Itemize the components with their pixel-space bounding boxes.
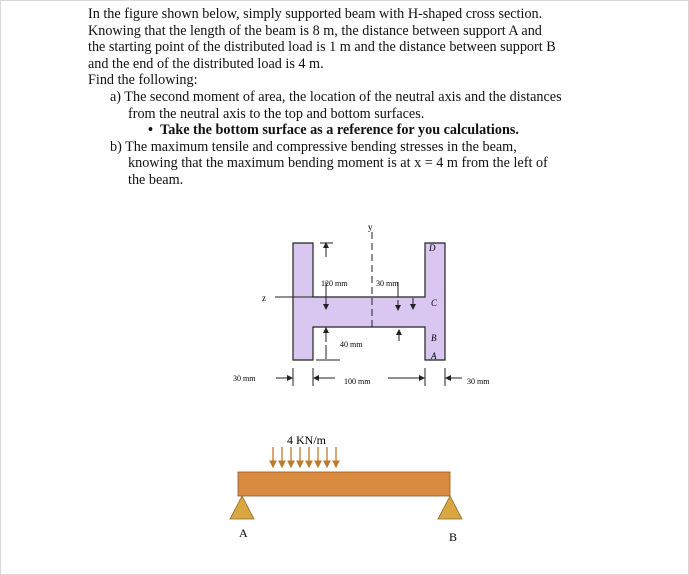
support-A [230, 496, 254, 519]
problem-line-1: In the figure shown below, simply supported beam with H-shaped cross section. [88, 6, 543, 22]
bullet-text: Take the bottom surface as a reference for you calculations. [160, 122, 519, 139]
dim-30-right-label: 30 mm [467, 377, 490, 386]
h-section-shape [293, 243, 445, 360]
part-a-line-2: from the neutral axis to the top and bottom surfaces. [128, 105, 425, 122]
beam-body [238, 472, 450, 496]
beam-diagram [230, 433, 462, 544]
h-cross-section [293, 243, 445, 360]
distributed-load-arrows [273, 447, 336, 467]
dim-30-left-label: 30 mm [233, 374, 256, 383]
support-B-label: B [449, 530, 458, 544]
label-y: y [368, 222, 373, 232]
label-B: B [431, 333, 437, 343]
load-label: 4 KN/m [287, 433, 326, 447]
bottom-dimensions [233, 368, 490, 386]
support-A-label: A [239, 526, 248, 540]
part-b-line-3: the beam. [128, 171, 184, 188]
problem-line-2: Knowing that the length of the beam is 8 m, the distance between support A and [88, 22, 542, 39]
dim-100-label: 100 mm [344, 377, 371, 386]
problem-line-3: the starting point of the distributed load is 1 m and the distance between support B [88, 39, 556, 56]
bullet-note: • Take the bottom surface as a reference for you calculations. [148, 122, 519, 139]
label-D: D [429, 243, 436, 253]
part-a-line-1: a) The second moment of area, the location of the neutral axis and the distances [110, 88, 562, 105]
problem-line-4: and the end of the distributed load is 4 m. [88, 55, 324, 72]
label-C: C [431, 298, 438, 308]
problem-line-5: Find the following: [88, 72, 198, 89]
dim-40mm [316, 328, 363, 360]
dim-40-label: 40 mm [340, 340, 363, 349]
support-B [438, 496, 462, 519]
dim-120-label: 120 mm [321, 279, 348, 288]
label-A-section: A [431, 351, 437, 361]
label-z: z [262, 293, 266, 303]
part-b-line-1: b) The maximum tensile and compressive bending stresses in the beam, [110, 138, 517, 155]
dim-30-top-label: 30 mm [376, 279, 399, 288]
part-b-line-2: knowing that the maximum bending moment is at x = 4 m from the left of [128, 155, 548, 172]
